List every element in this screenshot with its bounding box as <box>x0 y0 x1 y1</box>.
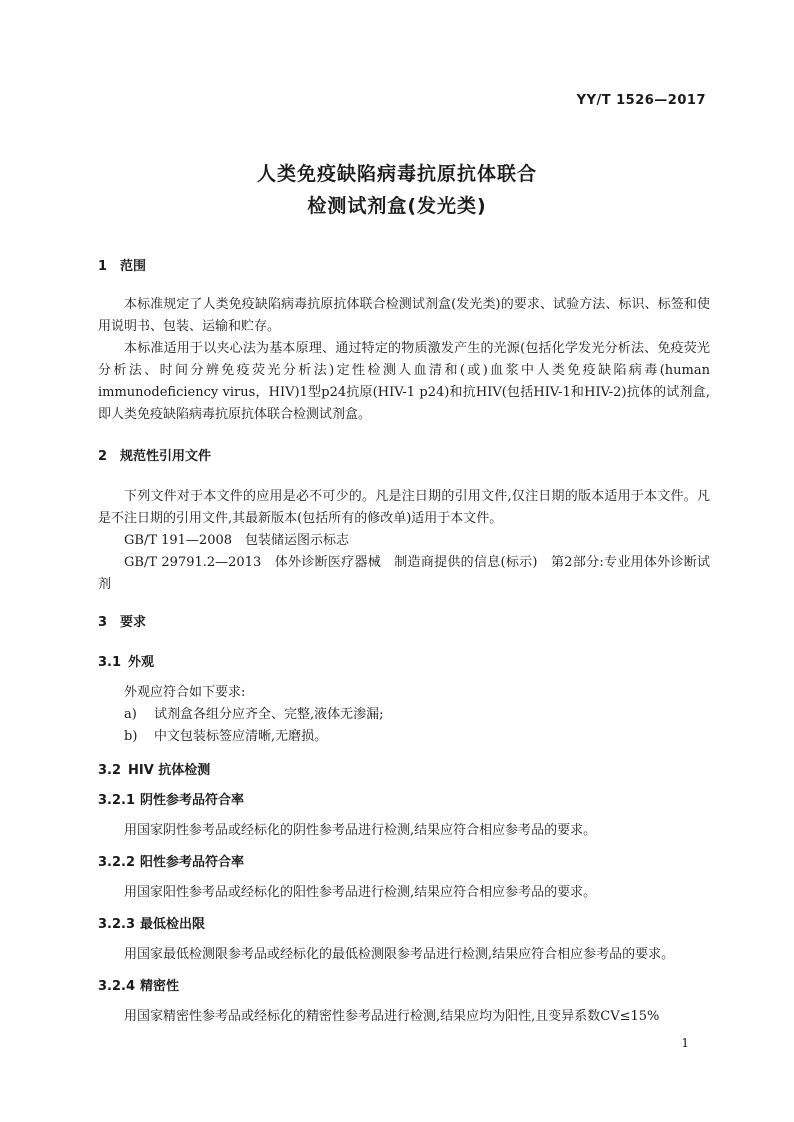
document-title <box>0 158 794 222</box>
section-number: 3 <box>98 615 108 630</box>
document-title-line2: 检测试剂盒(发光类) <box>307 195 487 217</box>
section-3-2-4-heading <box>98 976 179 998</box>
section-3-2-3-heading <box>98 914 205 936</box>
reference-item: GB/T 29791.2—2013 体外诊断医疗器械 制造商提供的信息(标示) 第2部分:专业用体外诊断试剂 <box>98 555 710 592</box>
paragraph: 本标准规定了人类免疫缺陷病毒抗原抗体联合检测试剂盒(发光类)的要求、试验方法、标识、标签和使用说明书、包装、运输和贮存。 <box>98 297 710 334</box>
section-number: 1 <box>98 259 108 274</box>
section-3-2-2-body <box>98 882 710 904</box>
list-marker: b) <box>124 729 138 744</box>
section-3-2-4-body <box>98 1006 710 1028</box>
paragraph: 下列文件对于本文件的应用是必不可少的。凡是注日期的引用文件,仅注日期的版本适用于本文件。凡是不注日期的引用文件,其最新版本(包括所有的修改单)适用于本文件。 <box>98 489 710 526</box>
section-3-2-2-heading <box>98 852 244 874</box>
section-title: 阴性参考品符合率 <box>140 793 245 808</box>
section-3-2-1-body <box>98 820 710 842</box>
section-2-heading <box>98 446 211 468</box>
page-number: 1 <box>681 1036 689 1050</box>
paragraph: 本标准适用于以夹心法为基本原理、通过特定的物质激发产生的光源(包括化学发光分析法、免疫荧光分析法、时间分辨免疫荧光分析法)定性检测人血清和(或)血浆中人类免疫缺陷病毒(human immunodeficiency virus，HIV)1型p24抗原(HIV-1 p24)和抗HIV(包括HIV-1和HIV-2)抗体的试剂盒,即人类免疫缺陷病毒抗原抗体联合检测试剂盒。 <box>98 341 710 422</box>
section-title: 规范性引用文件 <box>120 449 212 464</box>
section-title: HIV 抗体检测 <box>128 763 211 778</box>
section-title: 阳性参考品符合率 <box>140 855 245 870</box>
section-title: 最低检出限 <box>140 917 206 932</box>
section-title: 外观 <box>128 655 155 670</box>
list-marker: a) <box>124 707 137 722</box>
section-number: 3.2 <box>98 763 122 778</box>
paragraph: 外观应符合如下要求: <box>124 685 246 700</box>
list-item <box>98 726 710 748</box>
section-title: 范围 <box>120 259 147 274</box>
section-number: 3.1 <box>98 655 122 670</box>
reference-item: GB/T 191—2008 包装储运图示标志 <box>124 533 350 548</box>
section-3-2-3-body <box>98 944 710 966</box>
section-title: 要求 <box>120 615 147 630</box>
list-text: 中文包装标签应清晰,无磨损。 <box>154 729 328 744</box>
paragraph: 用国家精密性参考品或经标化的精密性参考品进行检测,结果应均为阳性,且变异系数CV≤15% <box>124 1009 660 1024</box>
section-number: 2 <box>98 449 108 464</box>
standard-code: YY/T 1526—2017 <box>576 93 706 108</box>
section-number: 3.2.1 <box>98 793 136 808</box>
section-title: 精密性 <box>140 979 180 994</box>
section-1-heading <box>98 256 146 278</box>
section-number: 3.2.2 <box>98 855 136 870</box>
section-3-1-heading <box>98 652 154 674</box>
section-3-heading <box>98 612 146 634</box>
paragraph: 用国家阳性参考品或经标化的阳性参考品进行检测,结果应符合相应参考品的要求。 <box>124 885 597 900</box>
section-3-2-1-heading <box>98 790 244 812</box>
section-number: 3.2.4 <box>98 979 136 994</box>
section-3-1-body <box>98 682 710 748</box>
list-item <box>98 704 710 726</box>
document-title-line1: 人类免疫缺陷病毒抗原抗体联合 <box>256 163 537 185</box>
section-1-body <box>98 294 710 426</box>
list-text: 试剂盒各组分应齐全、完整,液体无渗漏; <box>154 707 384 722</box>
paragraph: 用国家阴性参考品或经标化的阴性参考品进行检测,结果应符合相应参考品的要求。 <box>124 823 597 838</box>
section-2-body <box>98 486 710 596</box>
paragraph: 用国家最低检测限参考品或经标化的最低检测限参考品进行检测,结果应符合相应参考品的要求。 <box>124 947 675 962</box>
section-number: 3.2.3 <box>98 917 136 932</box>
section-3-2-heading <box>98 760 210 782</box>
